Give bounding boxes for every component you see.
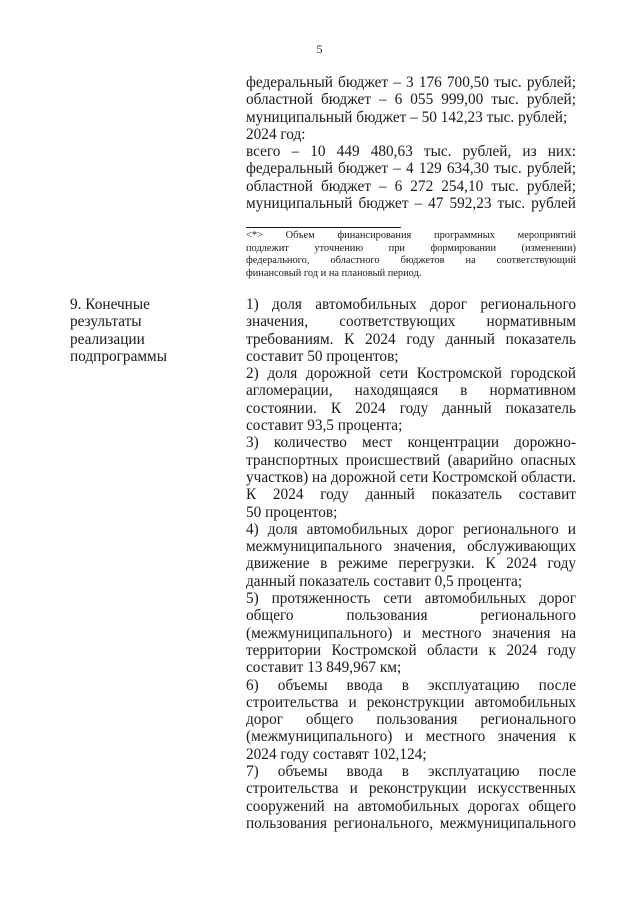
result-line: 50 процентов; [246, 503, 338, 521]
financing-line: областной бюджет – 6 055 999,00 тыс. рублей; [246, 91, 576, 109]
section-label-line: результаты [70, 313, 142, 331]
result-line: данный показатель составит 0,5 процента; [246, 572, 523, 590]
financing-line: областной бюджет – 6 272 254,10 тыс. рублей; [246, 177, 576, 195]
result-line: значения, соответствующих нормативным [246, 313, 576, 331]
result-line: общего пользования регионального [246, 607, 576, 625]
financing-line: 2024 год: [246, 125, 306, 143]
financing-block [246, 74, 576, 212]
result-line: К 2024 году данный показатель составит [246, 486, 576, 504]
result-line: строительства и реконструкции автомобильных [246, 693, 576, 711]
result-line: 5) протяженность сети автомобильных дорог [246, 590, 576, 608]
result-line: сооружений на автомобильных дорогах общего [246, 797, 576, 815]
result-line: 3) количество мест концентрации дорожно- [246, 434, 576, 452]
section-label [70, 296, 230, 365]
result-line: участков) на дорожной сети Костромской области. [246, 468, 576, 486]
footnote [246, 230, 576, 281]
result-line: 6) объемы ввода в эксплуатацию после [246, 676, 576, 694]
result-line: транспортных происшествий (аварийно опасных [246, 451, 576, 469]
result-line: 2024 году составят 102,124; [246, 745, 427, 763]
result-line: агломерации, находящаяся в нормативном [246, 382, 576, 400]
section-label-line: реализации [70, 330, 145, 348]
footnote-divider [246, 227, 401, 228]
section-label-line: 9. Конечные [70, 296, 150, 313]
footnote-line: подлежит уточнению при формировании (изменении) [246, 242, 576, 254]
result-line: 1) доля автомобильных дорог регионального [246, 296, 576, 313]
result-line: требованиям. К 2024 году данный показатель [246, 330, 576, 348]
financing-line: федеральный бюджет – 3 176 700,50 тыс. рублей; [246, 74, 576, 91]
result-line: 2) доля дорожной сети Костромской городской [246, 365, 576, 383]
financing-line: муниципальный бюджет – 50 142,23 тыс. рублей; [246, 108, 568, 126]
results-block [246, 296, 576, 832]
result-line: 7) объемы ввода в эксплуатацию после [246, 763, 576, 781]
result-line: (межмуниципального) и местного значения к [246, 728, 576, 746]
result-line: (межмуниципального) и местного значения на [246, 624, 576, 642]
result-line: составит 93,5 процента; [246, 417, 403, 435]
result-line: межмуниципального значения, обслуживающих [246, 538, 576, 556]
financing-line: муниципальный бюджет – 47 592,23 тыс. рублей [246, 195, 576, 213]
footnote-line: федерального, областного бюджетов на соответствующий [246, 255, 576, 267]
footnote-line: финансовый год и на плановый период. [246, 268, 422, 280]
footnote-line: <*> Объем финансирования программных мероприятий [246, 230, 576, 241]
result-line: составит 13 849,967 км; [246, 659, 402, 677]
section-label-line: подпрограммы [70, 347, 168, 365]
result-line: составит 50 процентов; [246, 347, 399, 365]
page-number: 5 [316, 42, 323, 56]
result-line: территории Костромской области к 2024 году [246, 641, 576, 659]
result-line: пользования регионального, межмуниципального [246, 814, 576, 832]
result-line: дорог общего пользования регионального [246, 711, 576, 729]
financing-line: всего – 10 449 480,63 тыс. рублей, из них: [246, 143, 576, 161]
financing-line: федеральный бюджет – 4 129 634,30 тыс. рублей; [246, 160, 576, 178]
result-line: 4) доля автомобильных дорог регионального и [246, 520, 576, 538]
result-line: строительства и реконструкции искусственных [246, 780, 576, 798]
result-line: состоянии. К 2024 году данный показатель [246, 399, 576, 417]
result-line: движение в режиме перегрузки. К 2024 году [246, 555, 576, 573]
